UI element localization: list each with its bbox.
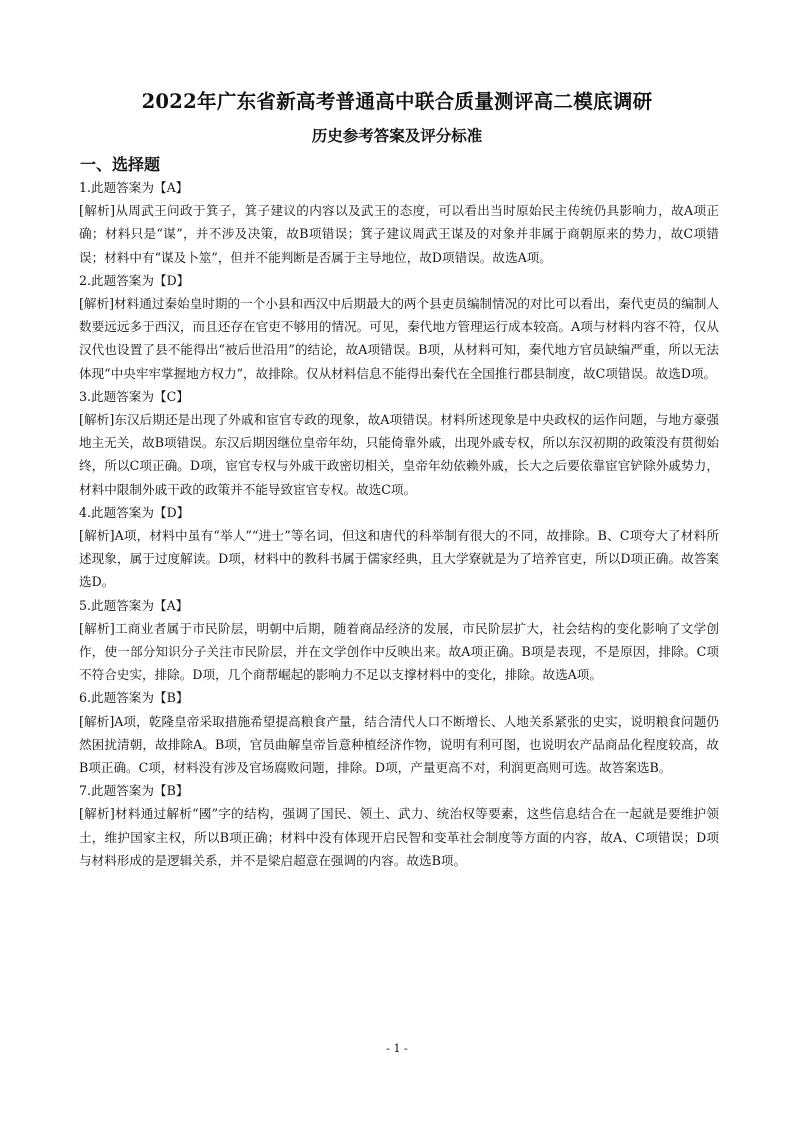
question-item (79, 269, 719, 385)
question-item (79, 779, 719, 872)
question-analysis: [解析]材料通过解析“國”字的结构，强调了国民、领土、武力、统治权等要素，这些信息结合在一起就是要维护领土，维护国家主权，所以B项正确；材料中没有体现开启民智和变革社会制度等方面的内容，故A、C项错误；D项与材料形成的是逻辑关系，并不是梁启超意在强调的内容。故选B项。 (79, 806, 719, 868)
question-analysis: [解析]东汉后期还是出现了外戚和宦官专政的现象，故A项错误。材料所述现象是中央政权的运作问题，与地方豪强地主无关，故B项错误。东汉后期因继位皇帝年幼，只能倚靠外戚，出现外戚专权，所以东汉初期的政策没有贯彻始终，所以C项正确。D项，宦官专权与外戚干政密切相关，皇帝年幼依赖外戚，长大之后要依靠宦官铲除外戚势力，材料中限制外戚干政的政策并不能导致宦官专权。故选C项。 (79, 412, 719, 497)
question-analysis: [解析]A项，乾隆皇帝采取措施希望提高粮食产量，结合清代人口不断增长、人地关系紧张的史实，说明粮食问题仍然困扰清朝，故排除A。B项，官员曲解皇帝旨意种植经济作物，说明有利可图，也说明农产品商品化程度较高，故B项正确。C项，材料没有涉及官场腐败问题，排除。D项，产量更高不对，利润更高则可选。故答案选B。 (79, 713, 719, 776)
answer-list (79, 176, 719, 872)
question-item (79, 176, 719, 269)
question-analysis: [解析]A项，材料中虽有“举人”“进士”等名词，但这和唐代的科举制有很大的不同，故排除。B、C项夸大了材料所述现象，属于过度解读。D项，材料中的教科书属于儒家经典，且大学寮就是为了培养官吏，所以D项正确。故答案选D。 (79, 528, 719, 590)
page-number: - 1 - (386, 1042, 408, 1055)
question-answer: 7.此题答案为【B】 (79, 783, 189, 799)
question-item (79, 686, 719, 779)
question-answer: 6.此题答案为【B】 (79, 690, 189, 706)
question-analysis: [解析]从周武王问政于箕子，箕子建议的内容以及武王的态度，可以看出当时原始民主传统仍具影响力，故A项正确；材料只是“谋”，并不涉及决策，故B项错误；箕子建议周武王谋及的对象并非属于商朝原来的势力，故C项错误；材料中有“谋及卜筮”，但并不能判断是否属于主导地位，故D项错误。故选A项。 (79, 203, 719, 265)
question-item (79, 385, 719, 501)
question-answer: 2.此题答案为【D】 (79, 272, 190, 288)
question-item (79, 594, 719, 687)
question-analysis: [解析]材料通过秦始皇时期的一个小县和西汉中后期最大的两个县吏员编制情况的对比可以看出，秦代吏员的编制人数要远远多于西汉，而且还存在官吏不够用的情况。可见，秦代地方管理运行成本较高。A项与材料内容不符，仅从汉代也设置了县不能得出“被后世沿用”的结论，故A项错误。B项，从材料可知，秦代地方官员缺编严重，所以无法体现“中央牢牢掌握地方权力”，故排除。仅从材料信息不能得出秦代在全国推行郡县制度，故C项错误。故选D项。 (79, 296, 719, 381)
question-answer: 5.此题答案为【A】 (79, 597, 189, 613)
question-item (79, 501, 719, 594)
section-heading: 一、选择题 (80, 155, 161, 174)
question-answer: 1.此题答案为【A】 (79, 180, 189, 195)
document-subtitle: 历史参考答案及评分标准 (311, 126, 483, 145)
question-answer: 4.此题答案为【D】 (79, 504, 190, 520)
question-analysis: [解析]工商业者属于市民阶层，明朝中后期，随着商品经济的发展，市民阶层扩大，社会结构的变化影响了文学创作，使一部分知识分子关注市民阶层，并在文学创作中反映出来。故A项正确。B项是表现，不是原因，排除。C项不符合史实，排除。D项，几个商帮崛起的影响力不足以支撑材料中的变化，排除。故选A项。 (79, 620, 719, 683)
document-title: 2022年广东省新高考普通高中联合质量测评高二模底调研 (141, 90, 653, 113)
question-answer: 3.此题答案为【C】 (79, 388, 189, 404)
